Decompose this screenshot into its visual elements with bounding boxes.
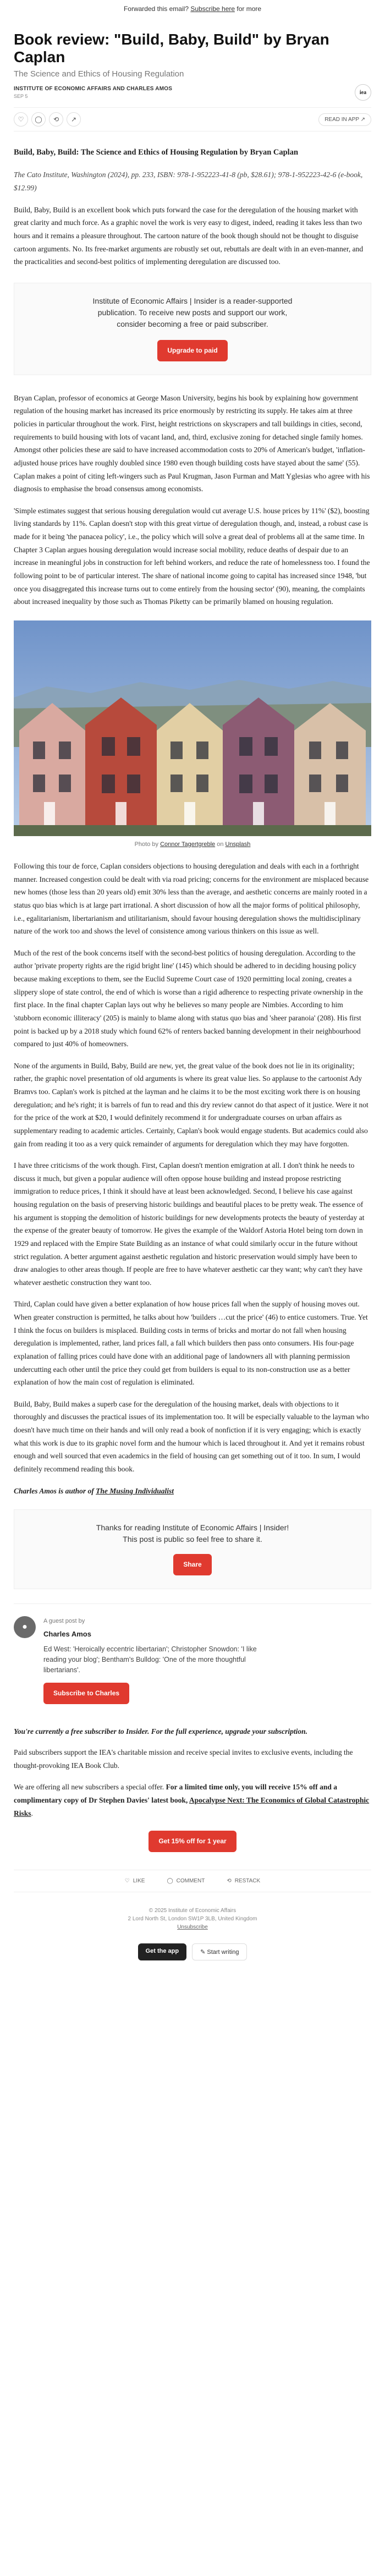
photographer-link[interactable]: Connor Tagertgreble — [160, 841, 216, 848]
book-citation: The Cato Institute, Washington (2024), pp. 233, ISBN: 978-1-952223-41-8 (pb, $28.61); 978-1-952223-42-6 (e-book, $12.99) — [14, 171, 363, 192]
offer-suffix: . — [31, 1809, 33, 1817]
offer-prefix: We are offering all new subscribers a special offer. — [14, 1783, 166, 1792]
bottom-like-label: LIKE — [133, 1878, 145, 1885]
forward-banner — [0, 0, 385, 19]
post-header — [14, 19, 371, 131]
share-box — [14, 1509, 371, 1589]
read-in-app-button[interactable] — [318, 113, 371, 126]
painted-ladies-photo[interactable] — [14, 620, 371, 836]
post-subtitle: The Science and Ethics of Housing Regulation — [14, 69, 184, 79]
pen-icon: ✎ — [200, 1949, 207, 1956]
like-icon[interactable]: ♡ — [14, 112, 28, 127]
caption-mid: on — [215, 841, 226, 848]
article-figure — [14, 620, 371, 850]
special-offer-text — [14, 1781, 371, 1820]
start-writing-button[interactable] — [192, 1943, 247, 1960]
post-title[interactable]: Book review: "Build, Baby, Build" by Bryan Caplan — [14, 31, 329, 65]
paragraph-criticisms: I have three criticisms of the work though. First, Caplan doesn't mention emigration at all. I don't think he needs to discuss it much, but given a popular audience will often oppose house building and instead propose restricting immigration to reduce prices, I think it should have at least been acknowledged. Second, I believe his case against housing regulation on the basis of preserving historic buildings and beautiful places to be pretty weak. The essence of his argument is stopping the demolition of historic buildings for new developments protects the beauty of yesterday at the expense of the greater beauty of tomorrow. He gives the example of the Waldorf Astoria Hotel being torn down in 1929 and replaced with the Empire State Building as an instance of what could similarly occur in the future without strict regulation. A better argument against aesthetic regulation and historic preservation would simply have been to draw analogies to other areas though. If people are free to have whatever aesthetic car they want; why can't they have whatever aesthetic construction they want too. — [14, 1161, 365, 1287]
unsplash-link[interactable]: Unsplash — [225, 841, 251, 848]
photo-caption — [14, 839, 371, 850]
user-icon: ● — [22, 1622, 28, 1632]
guest-author-card — [14, 1603, 371, 1704]
arrow-up-right-icon: ↗ — [360, 116, 365, 123]
subscribe-to-charles-button[interactable]: Subscribe to Charles — [43, 1683, 129, 1704]
start-writing-label: Start writing — [207, 1949, 239, 1956]
read-in-app-label: READ IN APP — [324, 116, 359, 123]
paragraph-objections: Following this tour de force, Caplan considers objections to housing deregulation and deals with each in a forthright manner. Increased congestion could be dealt with via road pricing; concerns for the environment are misplaced because new homes (those less than 20 years old) emit 30% less than the average, and aesthetic concerns are mainly rooted in a status quo bias which is at large part irrational. A short discussion of how all the major forms of political philosophy, i.e., egalitarianism, libertarianism and utilitarianism, should favour housing deregulation shows the multidisciplinary nature of the work too and shows the level of consistence among various thinkers on this issue as well. — [14, 862, 369, 936]
post-actions — [14, 112, 81, 127]
guest-post-label: A guest post by — [43, 1618, 85, 1625]
apocalypse-next-link[interactable]: Apocalypse Next: The Economics of Global Catastrophic Risks — [14, 1795, 370, 1817]
bottom-comment-label: COMMENT — [176, 1878, 205, 1885]
forward-banner-text: Forwarded this email? — [123, 5, 191, 13]
musing-individualist-link[interactable]: The Musing Individualist — [96, 1486, 174, 1495]
book-title: Build, Baby, Build: The Science and Ethics of Housing Regulation by Bryan Caplan — [14, 148, 299, 157]
subscribe-box-text: Institute of Economic Affairs | Insider is a reader-supported publication. To receive new posts and support our work, consider becoming a free or paid subscriber. — [92, 296, 293, 328]
author-row — [14, 84, 371, 101]
get-discount-button[interactable]: Get 15% off for 1 year — [148, 1831, 236, 1852]
bottom-restack-label: RESTACK — [234, 1878, 261, 1885]
restack-icon[interactable]: ⟲ — [49, 112, 63, 127]
forward-banner-suffix: for more — [235, 5, 262, 13]
share-button[interactable]: Share — [173, 1554, 211, 1575]
comment-bubble-icon: ◯ — [167, 1878, 173, 1885]
subscribe-box — [14, 283, 371, 375]
bottom-comment-button[interactable] — [167, 1878, 205, 1884]
action-row — [14, 107, 371, 131]
app-row — [14, 1943, 371, 1982]
footer-copyright: © 2025 Institute of Economic Affairs — [148, 1908, 237, 1914]
guest-bio: Ed West: 'Heroically eccentric libertarian'; Christopher Snowdon: 'I like reading your blog'; Bentham's Bulldog: 'One of the more thoughtful libertarians'. — [43, 1645, 257, 1674]
offer-button-row — [14, 1831, 371, 1852]
bottom-action-bar — [14, 1870, 371, 1892]
heart-icon: ♡ — [124, 1878, 130, 1885]
offer-bold: For a limited time only, you will receive 15% off and a complimentary copy of Dr Stephen Davies' latest book, — [14, 1783, 338, 1804]
share-icon[interactable]: ↗ — [67, 112, 81, 127]
paragraph-third: Third, Caplan could have given a better explanation of how house prices fall when the supply of housing moves out. When greater construction is permitted, he talks about how 'builders …cut the price' (46) to entice customers. True. Yet I think the focus on builders is misplaced. Building costs in terms of bricks and mortar do not fall when housing deregulation is implemented, rather, land prices fall, a fall which builders then pass onto consumers. His four-page explanation of falling prices could have done with an additional page of landowners all with planning permission undercutting each other until the price they could get from builders is equal to its non-construction use as a better explanation of how the main cost of regulation is eliminated. — [14, 1300, 368, 1387]
restack-arrows-icon: ⟲ — [227, 1878, 232, 1885]
caption-prefix: Photo by — [134, 841, 161, 848]
author-signature — [14, 1485, 371, 1498]
paragraph-conclusion: Build, Baby, Build makes a superb case for the deregulation of the housing market, deals with objections to it thoroughly and discusses the practical issues of its implementation too. It will be especially valuable to the layman who doesn't have much time on their hands and will only read a book of nonfiction if it is very engaging; which is exactly what this work is due to its graphic novel form and the humour which is laced throughout it. And yet it remains robust enough and well sourced that even academics in the field of housing can get something out of it too. In sum, I would definitely recommend reading this book. — [14, 1399, 369, 1473]
paragraph-estimates: 'Simple estimates suggest that serious housing deregulation would cut average U.S. house prices by 11%' ($2), boosting living standards by 11%. Caplan doesn't stop with this great virtue of deregulation though, and, instead, a robust case is made for it being 'the panacea policy', i.e., the policy which will solve a great deal of problems all at the same time. In Chapter 3 Caplan argues housing deregulation would increase social mobility, reduce deaths of despair due to an increase in meaningful jobs in construction for left behind workers, and reduce the rate of homelessness too. I found the following point to be of particular interest. The share of national income going to capital has increased since 1948, 'but once you disaggregated this increase turns out to come entirely from the housing sector' (90), meaning, the complaints about increased inequality by those such as Thomas Piketty can be primarily blamed on housing regulation. — [14, 506, 370, 606]
footer-address: 2 Lord North St, London SW1P 3LB, United Kingdom — [128, 1916, 257, 1923]
share-box-text: Thanks for reading Institute of Economic Affairs | Insider! This post is public so feel free to share it. — [96, 1523, 289, 1544]
footer — [14, 1892, 371, 1943]
paragraph-intro: Build, Baby, Build is an excellent book which puts forward the case for the deregulation of the housing market with great clarity and much force. As a graphic novel the work is very easy to digest, indeed, reading it takes less than two hours and it remains a pleasure throughout. The cartoon nature of the book though should not be thought to disguise cartoon arguments. No. Its free-market arguments are robustly set out, rebuttals are dealt with in an even-manner, and the practicalities and second-best politics of implementing deregulation are discussed too. — [14, 205, 364, 266]
subscribe-here-link[interactable]: Subscribe here — [190, 5, 235, 13]
unsubscribe-link[interactable]: Unsubscribe — [177, 1924, 208, 1931]
author-name[interactable]: INSTITUTE OF ECONOMIC AFFAIRS AND CHARLES AMOS — [14, 86, 173, 92]
paragraph-caplan: Bryan Caplan, professor of economics at George Mason University, begins his book by explaining how government regulation of the housing market has increased its price enormously by restricting its supply. He takes aim at three policies in particular throughout the work. First, height restrictions on skyscrapers and tall buildings in cities, second, requirements to build housing with lots of vacant land, and, third, exclusive zoning for detached single family homes. Amongst other policies these are said to have increased accommodation costs to 20% of American's budget, 'inflation-adjusted house prices have roughly doubled since 1980 even though building costs have stayed about the same' (55). Caplan makes a point of citing left-wingers such as Paul Krugman, Jason Furman and Matt Yglesias who agree with his diagnosis to emphasise the broad consensus among economists. — [14, 393, 370, 493]
post-date: SEP 5 — [14, 94, 28, 99]
publication-logo[interactable]: iea — [355, 84, 371, 101]
bottom-restack-button[interactable] — [227, 1878, 260, 1884]
guest-name[interactable]: Charles Amos — [43, 1630, 91, 1639]
get-the-app-button[interactable]: Get the app — [138, 1943, 187, 1960]
avatar[interactable] — [14, 1616, 36, 1638]
comment-icon[interactable]: ◯ — [31, 112, 46, 127]
free-subscriber-note: You're currently a free subscriber to Insider. For the full experience, upgrade your subscription. — [14, 1727, 308, 1736]
paragraph-value: None of the arguments in Build, Baby, Build are new, yet, the great value of the book does not lie in its originality; rather, the graphic novel presentation of old arguments is where its great value lies. So applause to the cartoonist Ady Bramvs too. Caplan's work is pitched at the layman and he claims it to be the most exciting work there is on housing deregulation; and he's right; it is barrels of fun to read and this dry review cannot do that aspect of it justice. Were it not for the price of the work at $20, I would definitely recommend it for undergraduate courses on urban affairs as supplementary reading to academic articles. Certainly, Caplan's book would engage students. But academics could also gain from reading it too as a very quick remainder of arguments for deregulation which they may have forgotten. — [14, 1061, 369, 1148]
paragraph-politics: Much of the rest of the book concerns itself with the second-best politics of housing deregulation. According to the author 'private property rights are the rigid bright line' (145) which should be adhered to in deciding housing policy because making exceptions to them, see the Euclid Supreme Court case of 1920 permitting local zoning, creates a slippery slope of state control, the end of which is worse than a rigid adherence to respecting private ownership in the first place. In the final chapter Caplan lays out why he believes so many people are Nimbies. According to him 'stubborn economic illiteracy' (205) is mainly to blame along with status quo bias and 'sheer paranoia' (208). His first point is backed up by a 2018 study which found 62% of renters backed banning development in their neighbourhood compared to just 40% of homeowners. — [14, 948, 363, 1048]
bottom-like-button[interactable] — [125, 1878, 145, 1884]
paid-subscriber-text: Paid subscribers support the IEA's charitable mission and receive special invites to exclusive events, including the thought-provoking IEA Book Club. — [14, 1748, 353, 1770]
article-body — [14, 131, 371, 1852]
upgrade-to-paid-button[interactable]: Upgrade to paid — [157, 340, 227, 361]
signature-prefix: Charles Amos is author of — [14, 1486, 96, 1495]
